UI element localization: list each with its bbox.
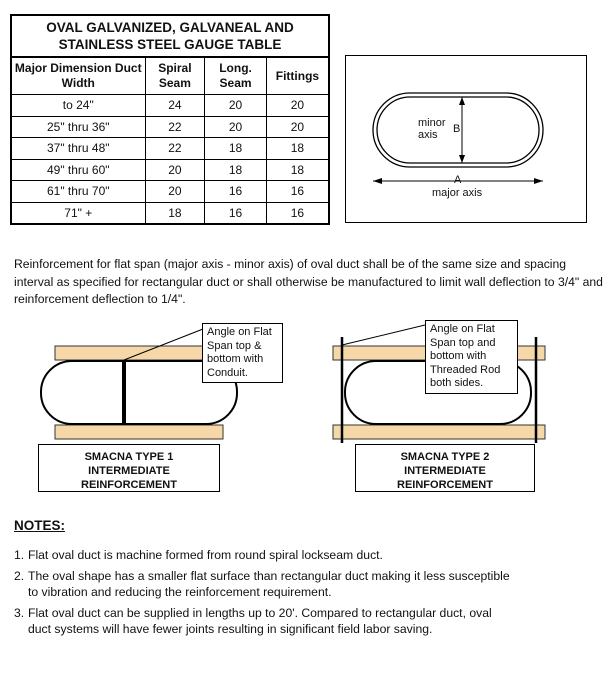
- note-number: 1.: [14, 548, 25, 562]
- table-title: OVAL GALVANIZED, GALVANEAL AND STAINLESS STEEL GAUGE TABLE: [11, 15, 329, 57]
- major-axis-label: major axis: [432, 187, 483, 199]
- cell-spiral: 18: [145, 202, 205, 224]
- header-major-dimension: Major Dimension Duct Width: [11, 57, 145, 95]
- gauge-table: [10, 14, 330, 225]
- cell-long: 16: [205, 202, 267, 224]
- header-long-seam: Long. Seam: [205, 57, 267, 95]
- note-text: Flat oval duct can be supplied in lengths up to 20'. Compared to rectangular duct, oval duct systems will have fewer joints resulting in significant field labor saving.: [28, 606, 492, 636]
- cell-width: 25" thru 36": [11, 116, 145, 138]
- cell-fittings: 16: [266, 202, 329, 224]
- cell-long: 18: [205, 138, 267, 160]
- cell-fittings: 20: [266, 95, 329, 117]
- cell-long: 20: [205, 95, 267, 117]
- minor-arrow-down: [459, 155, 465, 163]
- type2-bottom-angle: [333, 425, 545, 439]
- table-row: [11, 202, 329, 224]
- header-spiral-seam: Spiral Seam: [145, 57, 205, 95]
- table-row: [11, 138, 329, 160]
- note-number: 3.: [14, 606, 25, 620]
- reinforcement-paragraph: Reinforcement for flat span (major axis - minor axis) of oval duct shall be of the same size and spacing interval as specified for rectangular duct or shall otherwise be manufactured to limit wall deflection to 3/4" and reinforcement deflection to 1/4".: [14, 257, 603, 306]
- oval-axis-diagram: [345, 55, 587, 223]
- major-arrow-right: [534, 178, 543, 184]
- cell-long: 18: [205, 159, 267, 181]
- cell-fittings: 20: [266, 116, 329, 138]
- note-text: Flat oval duct is machine formed from round spiral lockseam duct.: [28, 548, 383, 562]
- major-arrow-left: [373, 178, 382, 184]
- header-fittings: Fittings: [266, 57, 329, 95]
- cell-fittings: 18: [266, 138, 329, 160]
- table-row: [11, 95, 329, 117]
- minor-axis-label: minor axis: [418, 117, 446, 141]
- cell-fittings: 18: [266, 159, 329, 181]
- notes-title: NOTES:: [14, 518, 66, 533]
- table-row: [11, 181, 329, 203]
- type1-top-angle: [55, 346, 223, 360]
- type2-label-box: SMACNA TYPE 2 INTERMEDIATE REINFORCEMENT: [355, 444, 535, 492]
- cell-long: 16: [205, 181, 267, 203]
- type2-callout: Angle on Flat Span top and bottom with Threaded Rod both sides.: [425, 320, 518, 394]
- cell-width: to 24": [11, 95, 145, 117]
- cell-long: 20: [205, 116, 267, 138]
- a-label: A: [454, 174, 462, 186]
- table-row: [11, 159, 329, 181]
- cell-spiral: 22: [145, 138, 205, 160]
- note-number: 2.: [14, 569, 25, 583]
- cell-spiral: 24: [145, 95, 205, 117]
- type1-label-box: SMACNA TYPE 1 INTERMEDIATE REINFORCEMENT: [38, 444, 220, 492]
- note-item: [14, 605, 574, 637]
- type1-bottom-angle: [55, 425, 223, 439]
- cell-fittings: 16: [266, 181, 329, 203]
- note-text: The oval shape has a smaller flat surface than rectangular duct making it less susceptible to vibration and reducing the reinforcement requirement.: [28, 569, 510, 599]
- cell-width: 61" thru 70": [11, 181, 145, 203]
- cell-width: 49" thru 60": [11, 159, 145, 181]
- cell-width: 37" thru 48": [11, 138, 145, 160]
- note-item: [14, 568, 574, 600]
- cell-spiral: 20: [145, 159, 205, 181]
- cell-width: 71" +: [11, 202, 145, 224]
- cell-spiral: 20: [145, 181, 205, 203]
- cell-spiral: 22: [145, 116, 205, 138]
- note-item: [14, 547, 574, 563]
- type2-leader-line: [342, 325, 425, 345]
- type1-callout: Angle on Flat Span top & bottom with Conduit.: [202, 323, 283, 383]
- table-row: [11, 116, 329, 138]
- minor-arrow-up: [459, 97, 465, 105]
- b-label: B: [453, 123, 461, 135]
